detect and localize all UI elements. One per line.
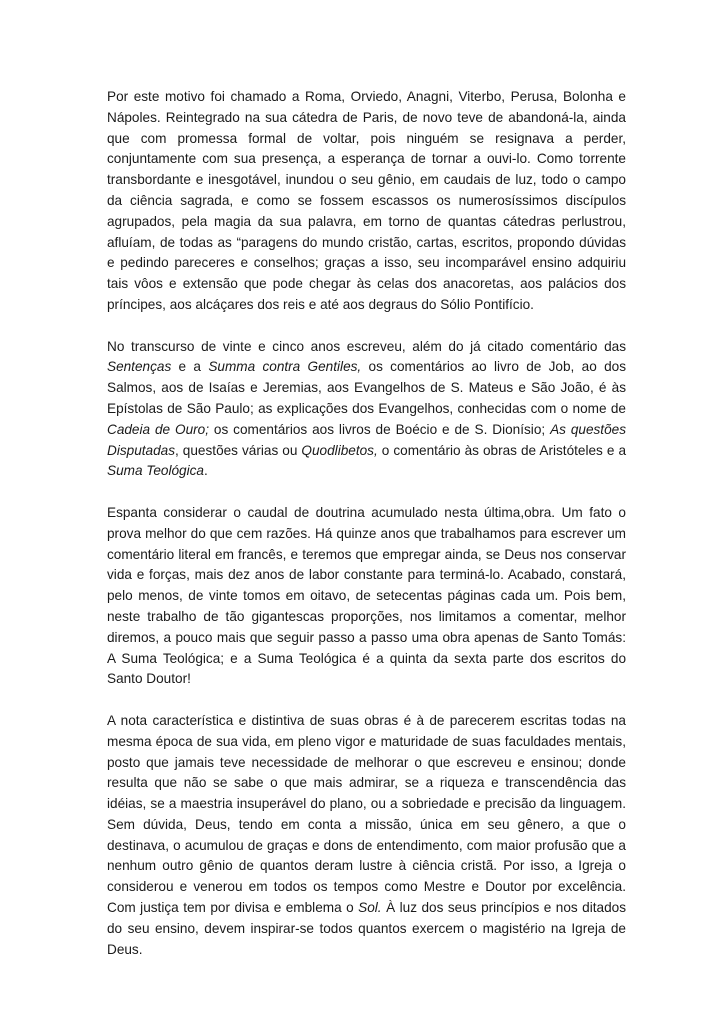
title-suma-teologica: Suma Teológica [107,463,204,479]
term-sol: Sol. [358,900,382,916]
paragraph-4-text-1: A nota característica e distintiva de suas obras é à de parecerem escritas todas na mesma época de sua vida, em pleno vigor e maturidade de suas faculdades mentais, posto que jamais teve necessidade de melhorar o que escreveu e ensinou; donde resulta que não se sabe o que mais admirar, se a riqueza e transcendência das idéias, se a maestria insuperável do plano, ou a sobriedade e precisão da linguagem. Sem dúvida, Deus, tendo em conta a missão, única em seu gênero, a que o destinava, o acumulou de graças e dons de entendimento, com maior profusão que a nenhum outro gênio de quantos deram lustre à ciência cristã. Por isso, a Igreja o considerou e venerou em todos os tempos como Mestre e Doutor por excelência. Com justiça tem por divisa e emblema o [107,712,626,916]
document-page [107,87,626,960]
paragraph-2-text-2: e a [171,359,209,375]
title-questoes-disputadas: As questões Disputadas [107,421,626,458]
paragraph-list-of-works [107,337,626,483]
paragraph-1-text: Por este motivo foi chamado a Roma, Orviedo, Anagni, Viterbo, Perusa, Bolonha e Nápoles. Reintegrado na sua cátedra de Paris, de novo teve de abandoná-la, ainda que com promessa formal de voltar, pois ninguém se resignava a perder, conjuntamente com sua presença, a esperança de tornar a ouvi-lo. Como torrente transbordante e inesgotável, inundou o seu gênio, em caudais de luz, todo o campo da ciência sagrada, e como se fossem escassos os numerosíssimos discípulos agrupados, pela magia da sua palavra, em torno de quantas cátedras perlustrou, afluíam, de todas as “paragens do mundo cristão, cartas, escritos, propondo dúvidas e pedindo pareceres e conselhos; graças a isso, seu incomparável ensino adquiriu tais vôos e extensão que pode chegar às celas dos anacoretas, aos palácios dos príncipes, aos alcáçares dos reis e até aos degraus do Sólio Pontifício. [107,89,626,312]
paragraph-2-text-6: o comentário às obras de Aristóteles e a [377,442,626,458]
title-cadeia-de-ouro: Cadeia de Ouro; [107,421,209,437]
paragraph-2-text-7: . [203,463,208,479]
paragraph-3-text: Espanta considerar o caudal de doutrina acumulado nesta última,obra. Um fato o prova melhor do que cem razões. Há quinze anos que trabalhamos para escrever um comentário literal em francês, e teremos que empregar ainda, se Deus nos conservar vida e forças, mais dez anos de labor constante para terminá-lo. Acabado, constará, pelo menos, de vinte tomos em oitavo, de setecentas páginas cada um. Pois bem, neste trabalho de tão gigantescas proporções, nos limitamos a comentar, melhor diremos, a pouco mais que seguir passo a passo uma obra apenas de Santo Tomás: A Suma Teológica; e a Suma Teológica é a quinta da sexta parte dos escritos do Santo Doutor! [107,504,626,687]
paragraph-2-text-5: , questões várias ou [175,442,302,458]
paragraph-2-text-3: os comentários ao livro de Job, ao dos Salmos, aos de Isaías e Jeremias, aos Evangelhos de S. Mateus e São João, é às Epístolas de São Paulo; as explicações dos Evangelhos, conhecidas com o nome de [107,359,626,416]
title-quodlibetos: Quodlibetos, [301,442,378,458]
title-summa-contra-gentiles: Summa contra Gentiles, [208,359,362,375]
title-sentencas: Sentenças [107,359,172,375]
paragraph-4-text-2: À luz dos seus princípios e nos ditados do seu ensino, devem inspirar-se todos quantos exercem o magistério na Igreja de Deus. [107,900,626,957]
paragraph-characteristics-of-works [107,711,626,961]
paragraph-2-text-1: No transcurso de vinte e cinco anos escreveu, além do já citado comentário das [107,338,626,354]
paragraph-doctrine-volume [107,503,626,690]
paragraph-travels-and-correspondence [107,87,626,316]
paragraph-2-text-4: os comentários aos livros de Boécio e de S. Dionísio; [209,421,551,437]
